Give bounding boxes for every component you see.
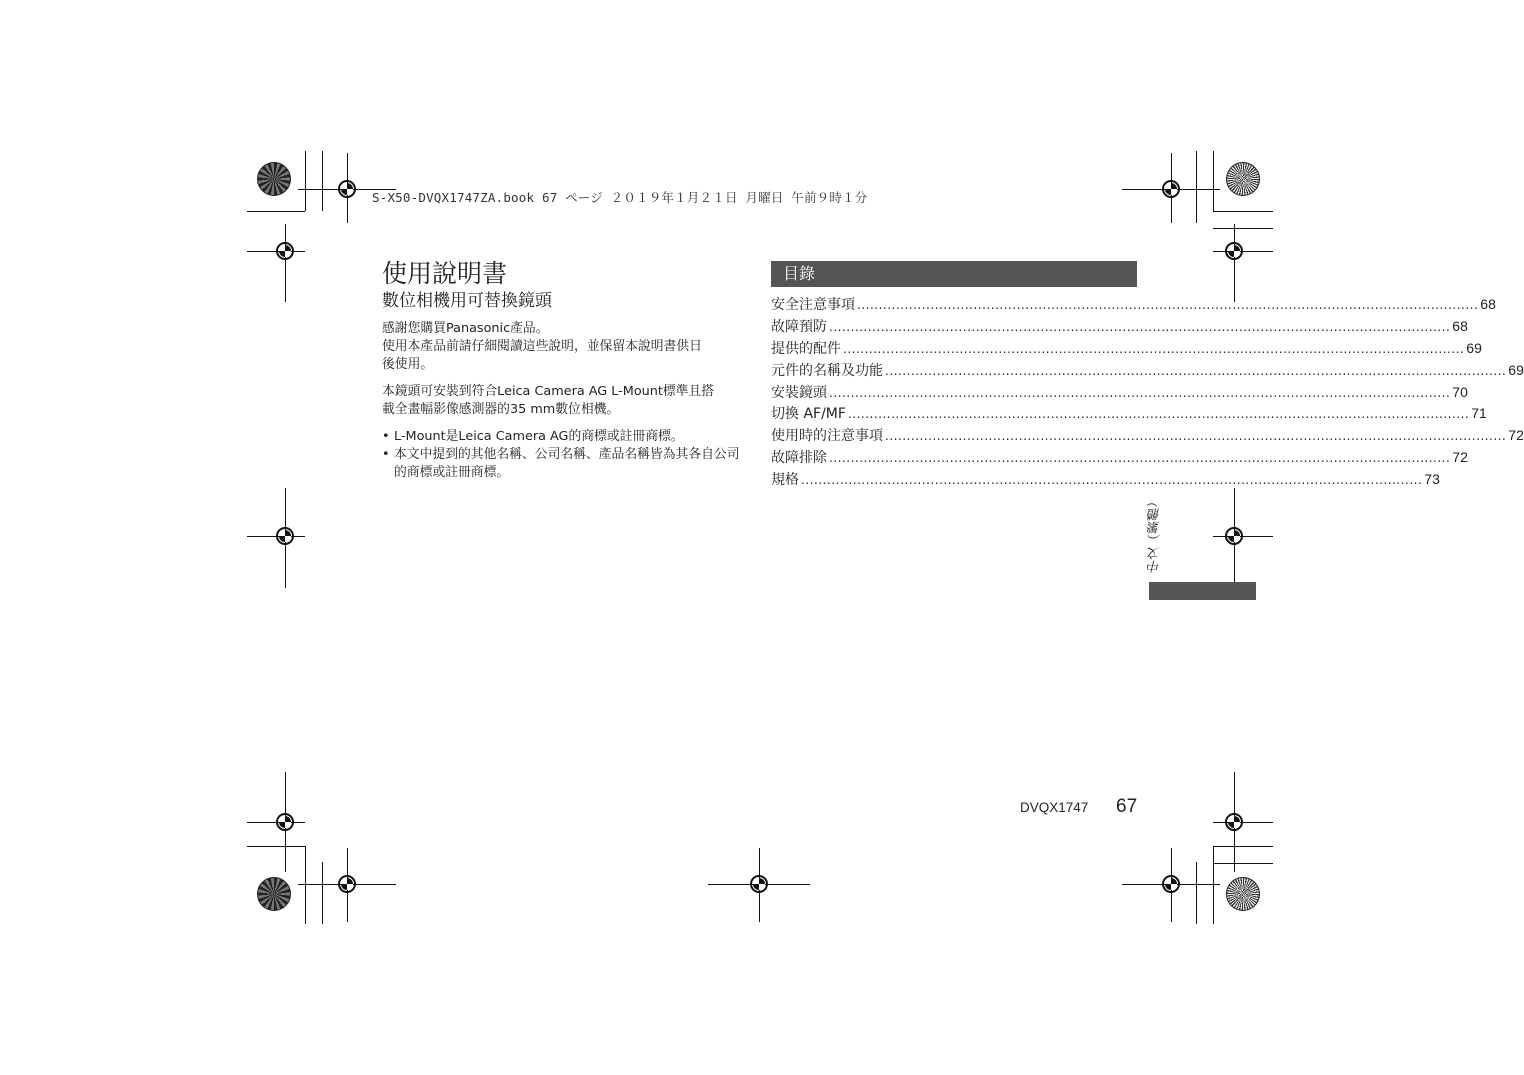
toc-heading: 目錄: [771, 261, 1137, 287]
toc-dot-leader: ................................................................................................................................................: [885, 363, 1507, 378]
compatibility-paragraph: [382, 383, 752, 419]
registration-target-icon: [1159, 872, 1183, 896]
registration-target-icon: [335, 872, 359, 896]
toc-item[interactable]: [771, 360, 1524, 382]
toc-dot-leader: ................................................................................................................................................: [885, 429, 1507, 444]
toc-item-label: 元件的名稱及功能: [771, 362, 883, 379]
language-thumb-tab: [1149, 582, 1256, 600]
language-side-label: 中文（繁體）: [1148, 495, 1163, 573]
note-item: [382, 428, 752, 446]
registration-target-icon: [1222, 524, 1246, 548]
document-title: 使用說明書: [382, 259, 508, 288]
toc-item-label: 使用時的注意事項: [771, 428, 883, 445]
page-number: 67: [1116, 796, 1138, 817]
toc-dot-leader: ................................................................................................................................................: [843, 341, 1465, 356]
intro-line: 使用本產品前請仔細閱讀這些說明，並保留本說明書供日: [382, 339, 702, 354]
registration-target-icon: [273, 524, 297, 548]
toc-item-page: 72: [1452, 449, 1468, 466]
toc-item-label: 規格: [771, 472, 799, 489]
toc-item[interactable]: [771, 294, 1496, 316]
registration-rosette-icon: [257, 877, 291, 911]
toc-item-label: 故障排除: [771, 450, 827, 467]
toc-list: [771, 294, 1524, 491]
registration-rosette-icon: [1226, 877, 1260, 911]
registration-target-icon: [1222, 810, 1246, 834]
registration-target-icon: [273, 239, 297, 263]
toc-item-page: 73: [1424, 471, 1440, 488]
toc-item[interactable]: [771, 425, 1524, 447]
print-slug-line: S-X50-DVQX1747ZA.book 67 ページ ２０１９年１月２１日 月曜日 午前９時１分: [372, 190, 868, 205]
registration-target-icon: [1222, 239, 1246, 263]
toc-item-page: 71: [1471, 405, 1487, 422]
toc-item-page: 70: [1452, 383, 1468, 400]
toc-item[interactable]: [771, 338, 1482, 360]
toc-dot-leader: ................................................................................................................................................: [857, 298, 1479, 312]
toc-item-page: 72: [1508, 427, 1524, 444]
toc-item[interactable]: [771, 469, 1440, 491]
toc-item[interactable]: [771, 447, 1468, 469]
note-item: [382, 446, 752, 482]
toc-dot-leader: ................................................................................................................................................: [847, 407, 1470, 422]
model-code: DVQX1747: [1020, 800, 1089, 815]
compat-line: 本鏡頭可安裝到符合Leica Camera AG L-Mount標準且搭: [382, 384, 715, 399]
toc-item-label: 提供的配件: [771, 340, 841, 357]
toc-item-page: 69: [1508, 361, 1524, 378]
toc-item[interactable]: [771, 316, 1468, 338]
toc-dot-leader: ................................................................................................................................................: [829, 319, 1451, 334]
intro-line: 感謝您購買Panasonic產品。: [382, 321, 549, 336]
toc-dot-leader: ................................................................................................................................................: [801, 473, 1423, 488]
trademark-notes: [382, 428, 752, 482]
toc-item[interactable]: [771, 382, 1468, 404]
note-text: L-Mount是Leica Camera AG的商標或註冊商標。: [394, 429, 684, 444]
toc-item[interactable]: [771, 403, 1487, 425]
registration-target-icon: [335, 177, 359, 201]
toc-dot-leader: ................................................................................................................................................: [829, 385, 1451, 400]
compat-line: 載全畫幅影像感測器的35 mm數位相機。: [382, 402, 620, 417]
registration-target-icon: [273, 810, 297, 834]
toc-item-label: 安全注意事項: [771, 297, 855, 313]
toc-item-label: 故障預防: [771, 318, 827, 335]
registration-target-icon: [1159, 177, 1183, 201]
toc-item-label: 安裝鏡頭: [771, 384, 827, 401]
document-subtitle: 數位相機用可替換鏡頭: [382, 291, 552, 311]
bullet-icon: •: [382, 429, 390, 444]
registration-rosette-icon: [257, 162, 291, 196]
bullet-icon: •: [382, 447, 390, 462]
registration-target-icon: [747, 872, 771, 896]
toc-dot-leader: ................................................................................................................................................: [829, 451, 1451, 466]
toc-item-page: 69: [1466, 339, 1482, 356]
toc-item-page: 68: [1452, 317, 1468, 334]
toc-item-label: 切換 AF/MF: [771, 406, 846, 423]
toc-item-page: 68: [1480, 296, 1496, 312]
note-text: 本文中提到的其他名稱、公司名稱、產品名稱皆為其各自公司的商標或註冊商標。: [394, 447, 740, 480]
intro-paragraph: [382, 320, 752, 374]
registration-rosette-icon: [1226, 162, 1260, 196]
intro-line: 後使用。: [382, 357, 434, 372]
